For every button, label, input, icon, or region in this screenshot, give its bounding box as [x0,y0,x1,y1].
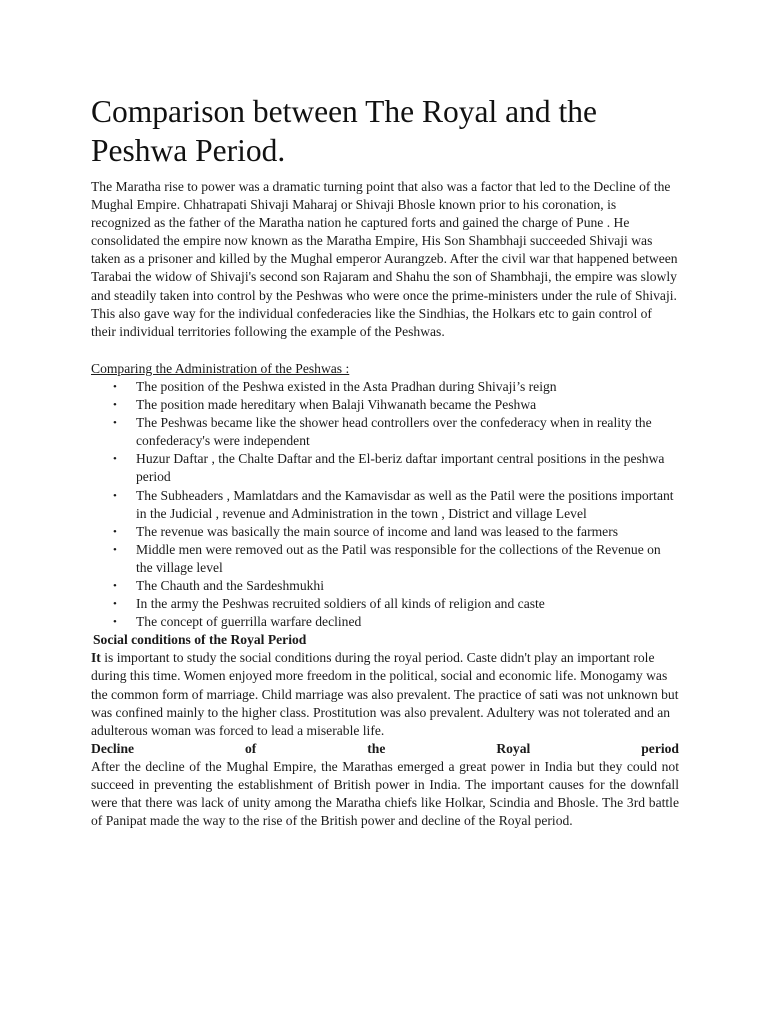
document-page [91,92,679,830]
list-item: • The Peshwas became like the shower head controllers over the confederacy when in reality the confederacy's were independent [113,415,652,449]
bullet-icon: • [113,579,117,592]
administration-heading [91,360,679,378]
administration-heading-text: Comparing the Administration of the Peshwas : [91,360,350,376]
bullet-icon: • [113,380,117,393]
bullet-icon: • [113,525,117,538]
decline-heading-word: Decline [91,740,135,756]
list-item: • The position made hereditary when Balaji Vihwanath became the Peshwa [91,396,679,414]
decline-heading-word: Royal [496,740,531,756]
list-item: • The Chauth and the Sardeshmukhi [91,577,679,595]
social-body-text: is important to study the social conditions during the royal period. Caste didn't play an important role during this time. Women enjoyed more freedom in the political, social and economic life. Monogamy was the common form of marriage. Child marriage was also prevalent. The practice of sati was not unknown but was confined mainly to the higher class. Prostitution was also prevalent. Adultery was not tolerated and an adulterous woman was forced to lead a miserable life. [91,650,679,738]
bullet-icon: • [113,399,117,412]
list-item: • Huzur Daftar , the Chalte Daftar and the El-beriz daftar important central positions in the peshwa period [113,451,665,485]
bullet-icon: • [113,489,117,502]
list-item: • Middle men were removed out as the Patil was responsible for the collections of the Revenue on the village level [113,541,661,575]
administration-list [91,378,679,631]
decline-heading [91,740,679,758]
bullet-icon: • [113,453,117,466]
list-item: • The Subheaders , Mamlatdars and the Kamavisdar as well as the Patil were the positions important in the Judicial , revenue and Administration in the town , District and village Level [113,487,674,521]
decline-heading-word: the [367,740,386,756]
decline-heading-word: of [244,740,257,756]
document-title: Comparison between The Royal and the Peshwa Period. [91,94,597,168]
list-item: • The concept of guerrilla warfare declined [91,613,679,631]
list-item: • The revenue was basically the main source of income and land was leased to the farmers [91,523,679,541]
list-item: • In the army the Peshwas recruited soldiers of all kinds of religion and caste [91,595,679,613]
social-conditions-heading: Social conditions of the Royal Period [93,632,307,648]
decline-paragraph: After the decline of the Mughal Empire, the Marathas emerged a great power in India but they could not succeed in preventing the establishment of British power in India. The important causes for the downfall were that there was lack of unity among the Maratha chiefs like Holkar, Scindia and Bhosle. The 3rd battle of Panipat made the way to the rise of the British power and decline of the Royal period. [91,758,679,829]
bullet-icon: • [113,417,117,430]
social-lead-word: It [91,650,101,666]
list-item: • The position of the Peshwa existed in the Asta Pradhan during Shivaji’s reign [91,378,679,396]
spacer [91,341,679,360]
bullet-icon: • [113,598,117,611]
bullet-icon: • [113,543,117,556]
bullet-icon: • [113,616,117,629]
decline-heading-word: period [641,740,679,756]
social-conditions-paragraph [91,649,679,739]
intro-paragraph: The Maratha rise to power was a dramatic turning point that also was a factor that led to the Decline of the Mughal Empire. Chhatrapati Shivaji Maharaj or Shivaji Bhosle known prior to his coronation, is recognized as the father of the Maratha nation he captured forts and gained the charge of Pune . He consolidated the empire now known as the Maratha Empire, His Son Shambhaji succeeded Shivaji was taken as a prisoner and killed by the Mughal emperor Aurangzeb. After the civil war that happened between Tarabai the widow of Shivaji's second son Rajaram and Shahu the son of Shambhaji, the empire was slowly and steadily taken into control by the Peshwas who were once the prime-ministers under the rule of Shivaji. This also gave way for the individual confederacies like the Sindhias, the Holkars etc to gain control of their individual territories following the example of the Peshwas. [91,179,678,339]
